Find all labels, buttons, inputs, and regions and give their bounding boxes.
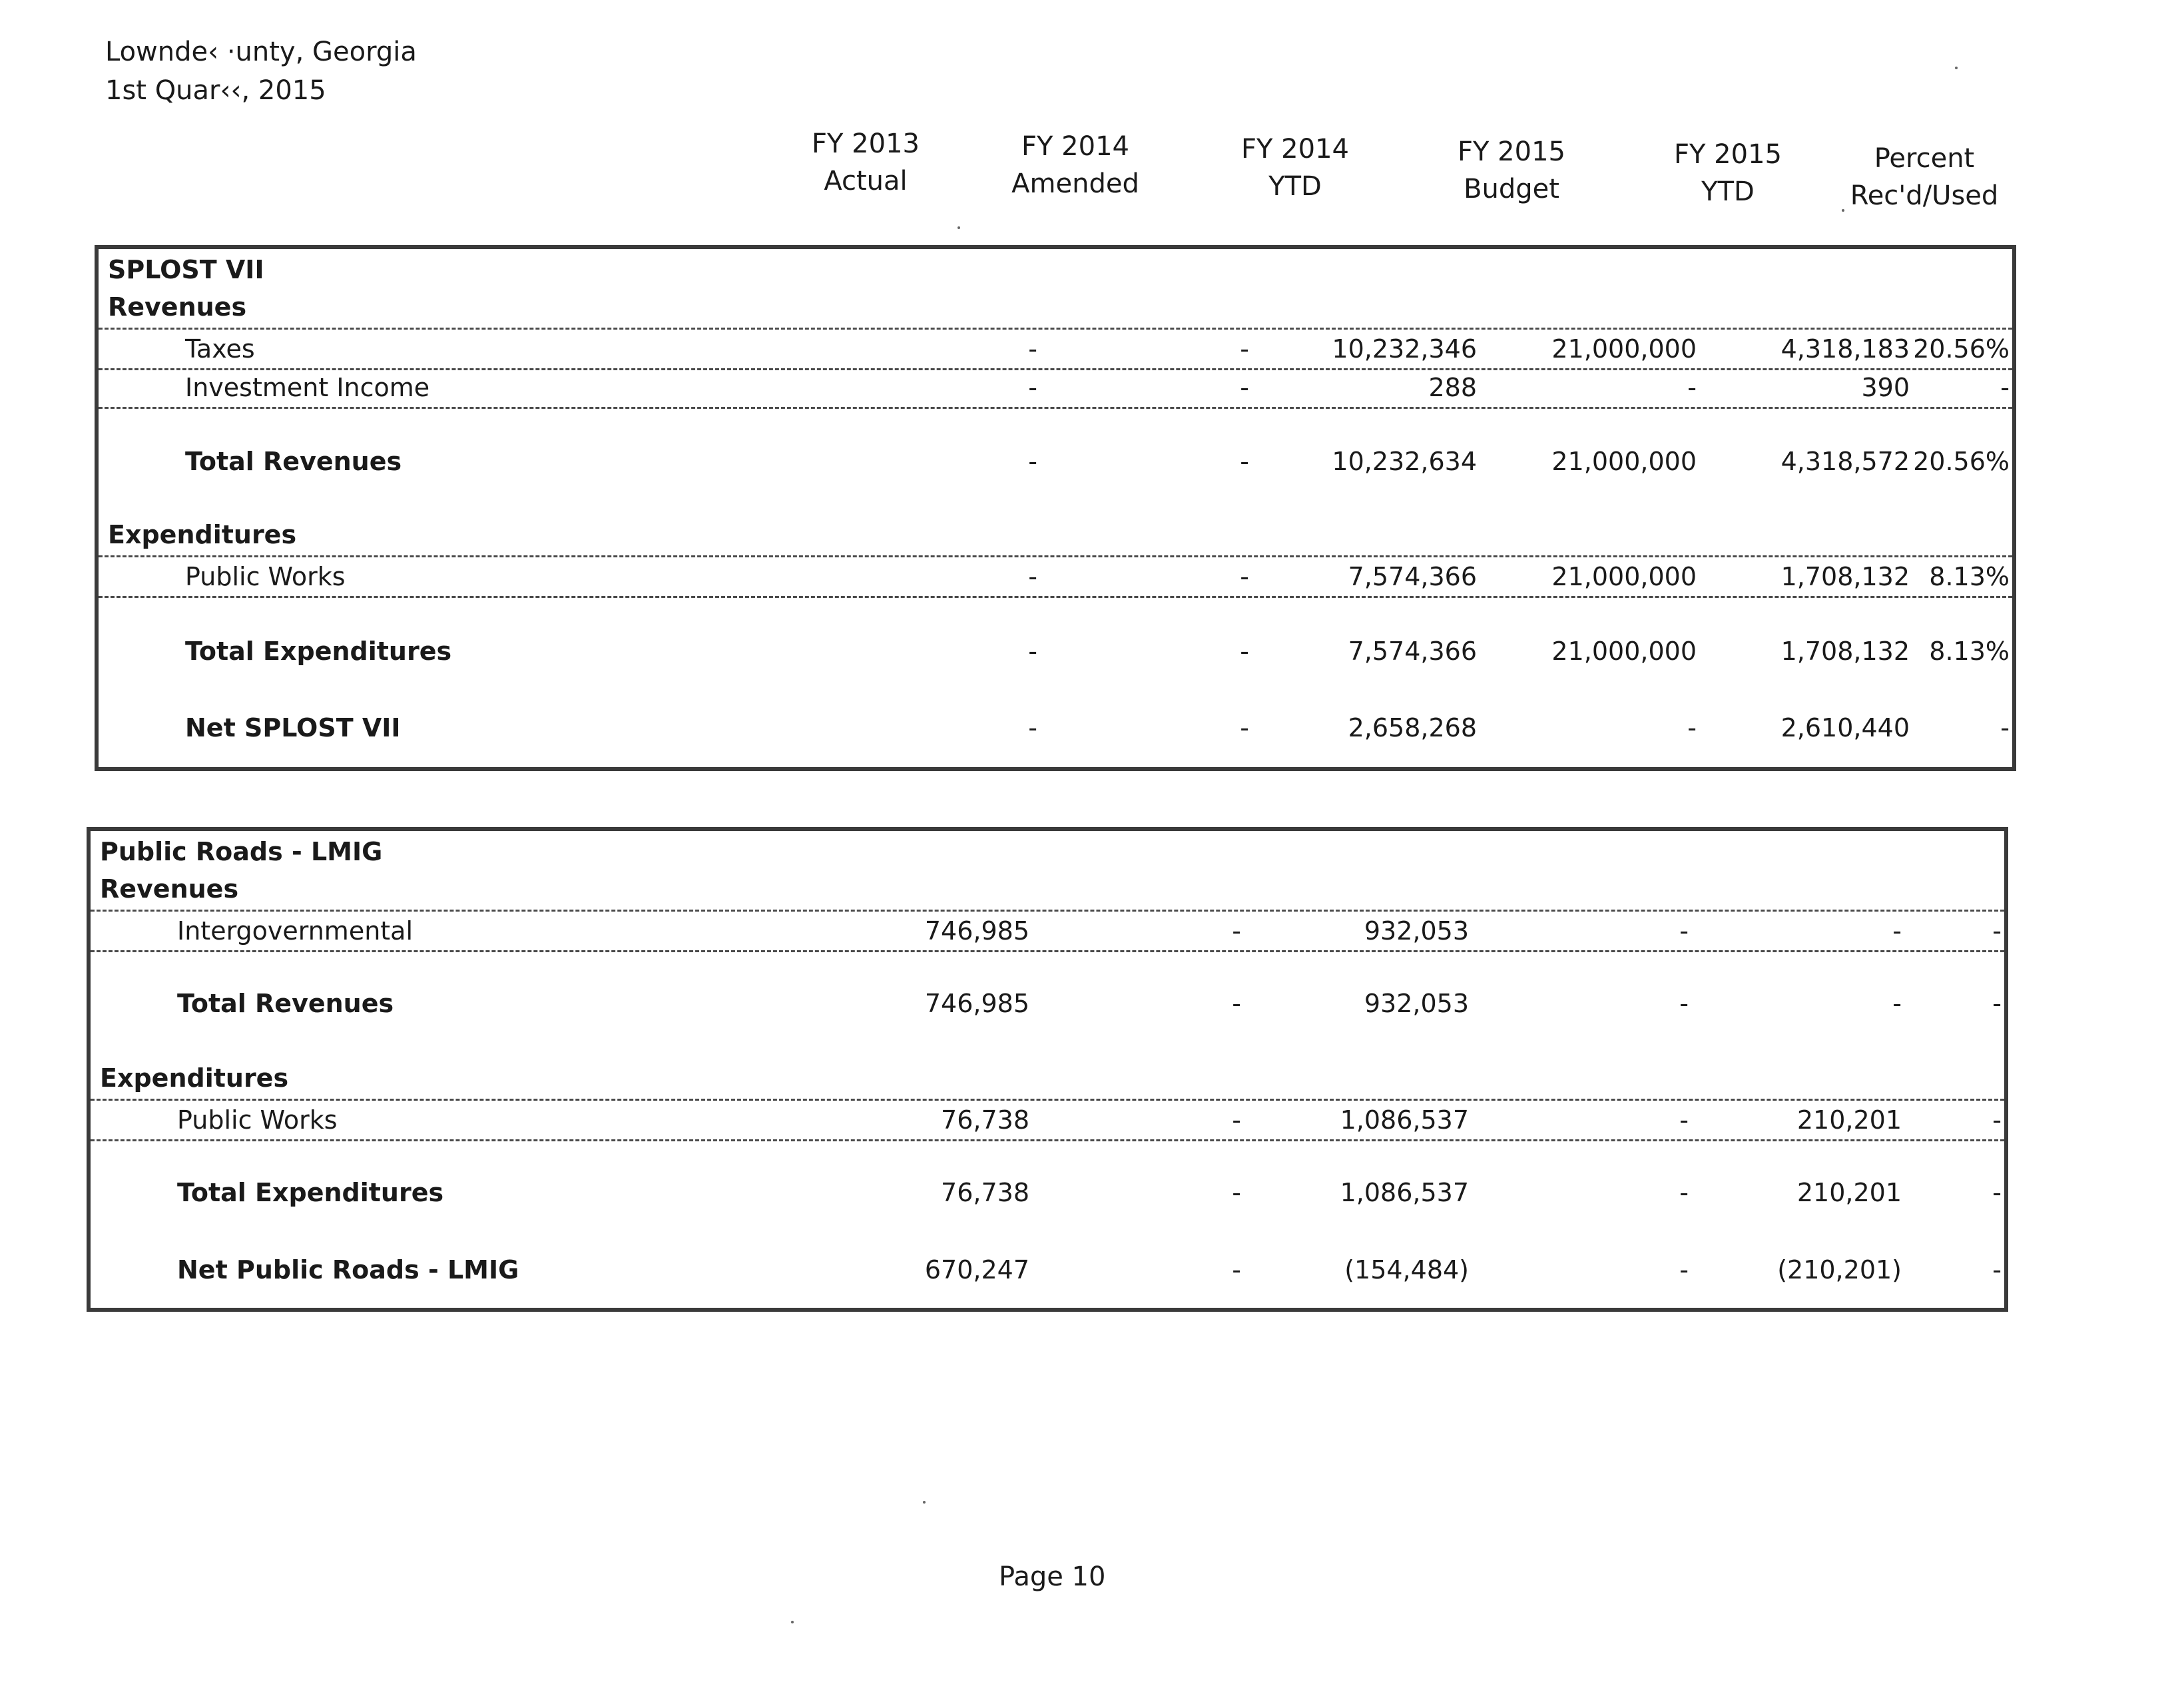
col-header-line1: FY 2015 bbox=[1458, 137, 1565, 167]
cell-fy2015-ytd: (210,201) bbox=[1777, 1255, 1902, 1284]
cell-fy2015-ytd: 2,610,440 bbox=[1780, 713, 1910, 742]
row-label: Investment Income bbox=[185, 373, 430, 402]
row-label: Public Works bbox=[177, 1105, 338, 1135]
row-label: Net SPLOST VII bbox=[185, 713, 401, 742]
col-header-line1: FY 2013 bbox=[812, 129, 920, 159]
report-period: 1st Quar‹‹, 2015 bbox=[105, 75, 326, 106]
cell-fy2013-actual: - bbox=[1028, 334, 1037, 364]
scan-speck bbox=[1955, 67, 1958, 69]
col-header-line1: FY 2015 bbox=[1674, 139, 1782, 170]
cell-percent: 8.13% bbox=[1929, 637, 2010, 666]
net-row bbox=[91, 1251, 2004, 1289]
row-label: Public Works bbox=[185, 562, 346, 591]
table-row bbox=[99, 555, 2012, 598]
scan-speck bbox=[1842, 209, 1844, 212]
cell-fy2014-amended: - bbox=[1232, 1255, 1241, 1284]
cell-fy2014-amended: - bbox=[1240, 447, 1249, 476]
cell-fy2014-ytd: (154,484) bbox=[1344, 1255, 1469, 1284]
col-header-line1: FY 2014 bbox=[1241, 134, 1349, 164]
cell-fy2015-ytd: 4,318,572 bbox=[1780, 447, 1910, 476]
cell-percent: 20.56% bbox=[1913, 447, 2010, 476]
cell-fy2014-amended: - bbox=[1232, 989, 1241, 1018]
cell-fy2014-amended: - bbox=[1232, 1105, 1241, 1135]
cell-percent: - bbox=[1992, 1105, 2002, 1135]
cell-fy2014-ytd: 1,086,537 bbox=[1340, 1178, 1469, 1207]
cell-percent: 8.13% bbox=[1929, 562, 2010, 591]
cell-fy2015-budget: - bbox=[1687, 713, 1697, 742]
row-label: Taxes bbox=[185, 334, 255, 364]
col-header-fy2013-actual bbox=[766, 125, 965, 200]
total-expenditures-row bbox=[99, 632, 2012, 671]
cell-fy2015-budget: - bbox=[1679, 1178, 1689, 1207]
cell-fy2014-amended: - bbox=[1232, 916, 1241, 946]
scan-speck bbox=[923, 1501, 926, 1504]
cell-percent: - bbox=[1992, 989, 2002, 1018]
cell-fy2015-ytd: 4,318,183 bbox=[1780, 334, 1910, 364]
cell-fy2015-ytd: 1,708,132 bbox=[1780, 637, 1910, 666]
cell-percent: 20.56% bbox=[1913, 334, 2010, 364]
cell-fy2015-budget: - bbox=[1679, 916, 1689, 946]
scan-speck bbox=[957, 226, 960, 229]
col-header-percent-recd-used bbox=[1824, 140, 2024, 214]
col-header-fy2015-ytd bbox=[1628, 136, 1828, 210]
cell-percent: - bbox=[2000, 713, 2010, 742]
cell-fy2013-actual: 76,738 bbox=[941, 1105, 1029, 1135]
cell-fy2015-budget: 21,000,000 bbox=[1551, 447, 1697, 476]
section-title: SPLOST VII bbox=[108, 255, 264, 284]
cell-fy2014-ytd: 932,053 bbox=[1364, 916, 1469, 946]
cell-fy2015-ytd: - bbox=[1892, 916, 1902, 946]
revenues-heading: Revenues bbox=[100, 874, 239, 904]
cell-fy2013-actual: - bbox=[1028, 713, 1037, 742]
expenditures-heading: Expenditures bbox=[100, 1063, 289, 1093]
scan-speck bbox=[791, 1621, 794, 1623]
cell-fy2014-ytd: 10,232,346 bbox=[1332, 334, 1477, 364]
col-header-line1: FY 2014 bbox=[1021, 131, 1129, 162]
cell-fy2013-actual: - bbox=[1028, 562, 1037, 591]
cell-fy2014-ytd: 7,574,366 bbox=[1348, 637, 1477, 666]
cell-fy2015-budget: 21,000,000 bbox=[1551, 562, 1697, 591]
cell-fy2014-amended: - bbox=[1240, 713, 1249, 742]
cell-fy2015-ytd: 210,201 bbox=[1796, 1178, 1902, 1207]
net-row bbox=[99, 708, 2012, 747]
cell-fy2013-actual: - bbox=[1028, 373, 1037, 402]
col-header-fy2014-ytd bbox=[1195, 131, 1395, 205]
col-header-line2: YTD bbox=[1701, 176, 1755, 207]
col-header-line2: Budget bbox=[1464, 174, 1559, 204]
cell-fy2014-amended: - bbox=[1240, 373, 1249, 402]
cell-fy2014-ytd: 1,086,537 bbox=[1340, 1105, 1469, 1135]
col-header-line2: YTD bbox=[1268, 171, 1322, 202]
page-number: Page 10 bbox=[999, 1561, 1106, 1592]
section-splost-vii bbox=[95, 245, 2016, 771]
cell-fy2015-ytd: 210,201 bbox=[1796, 1105, 1902, 1135]
total-expenditures-row bbox=[91, 1173, 2004, 1212]
cell-fy2015-budget: - bbox=[1679, 989, 1689, 1018]
cell-fy2015-budget: - bbox=[1687, 373, 1697, 402]
col-header-line2: Amended bbox=[1011, 168, 1139, 199]
total-revenues-row bbox=[91, 984, 2004, 1023]
cell-fy2013-actual: 746,985 bbox=[924, 916, 1029, 946]
cell-fy2014-amended: - bbox=[1232, 1178, 1241, 1207]
row-label: Total Expenditures bbox=[177, 1178, 444, 1207]
col-header-line2: Rec'd/Used bbox=[1850, 180, 1999, 211]
cell-fy2013-actual: - bbox=[1028, 447, 1037, 476]
cell-fy2013-actual: 746,985 bbox=[924, 989, 1029, 1018]
row-label: Net Public Roads - LMIG bbox=[177, 1255, 519, 1284]
cell-fy2014-ytd: 2,658,268 bbox=[1348, 713, 1477, 742]
row-label: Total Expenditures bbox=[185, 637, 452, 666]
total-revenues-row bbox=[99, 442, 2012, 481]
cell-percent: - bbox=[1992, 1178, 2002, 1207]
cell-fy2014-amended: - bbox=[1240, 562, 1249, 591]
cell-fy2015-ytd: 390 bbox=[1861, 373, 1910, 402]
cell-fy2014-ytd: 10,232,634 bbox=[1332, 447, 1477, 476]
cell-fy2015-ytd: 1,708,132 bbox=[1780, 562, 1910, 591]
table-row bbox=[99, 328, 2012, 370]
row-label: Intergovernmental bbox=[177, 916, 413, 946]
table-row bbox=[91, 910, 2004, 952]
col-header-line2: Actual bbox=[824, 166, 908, 196]
cell-percent: - bbox=[2000, 373, 2010, 402]
cell-fy2014-ytd: 288 bbox=[1428, 373, 1477, 402]
table-row bbox=[99, 368, 2012, 409]
expenditures-heading: Expenditures bbox=[108, 520, 297, 549]
cell-fy2015-budget: 21,000,000 bbox=[1551, 334, 1697, 364]
section-title: Public Roads - LMIG bbox=[100, 837, 383, 866]
col-header-fy2015-budget bbox=[1412, 133, 1611, 208]
col-header-fy2014-amended bbox=[975, 128, 1175, 202]
cell-fy2014-amended: - bbox=[1240, 637, 1249, 666]
cell-fy2015-ytd: - bbox=[1892, 989, 1902, 1018]
revenues-heading: Revenues bbox=[108, 292, 247, 322]
section-public-roads-lmig bbox=[87, 827, 2008, 1312]
row-label: Total Revenues bbox=[177, 989, 394, 1018]
cell-fy2013-actual: 76,738 bbox=[941, 1178, 1029, 1207]
table-row bbox=[91, 1099, 2004, 1141]
cell-fy2015-budget: - bbox=[1679, 1255, 1689, 1284]
county-title: Lownde‹ ·unty, Georgia bbox=[105, 37, 417, 67]
cell-fy2014-ytd: 932,053 bbox=[1364, 989, 1469, 1018]
cell-fy2015-budget: 21,000,000 bbox=[1551, 637, 1697, 666]
cell-fy2014-ytd: 7,574,366 bbox=[1348, 562, 1477, 591]
col-header-line1: Percent bbox=[1874, 143, 1975, 174]
cell-percent: - bbox=[1992, 1255, 2002, 1284]
cell-fy2013-actual: - bbox=[1028, 637, 1037, 666]
cell-fy2015-budget: - bbox=[1679, 1105, 1689, 1135]
cell-fy2014-amended: - bbox=[1240, 334, 1249, 364]
cell-fy2013-actual: 670,247 bbox=[924, 1255, 1029, 1284]
cell-percent: - bbox=[1992, 916, 2002, 946]
row-label: Total Revenues bbox=[185, 447, 402, 476]
